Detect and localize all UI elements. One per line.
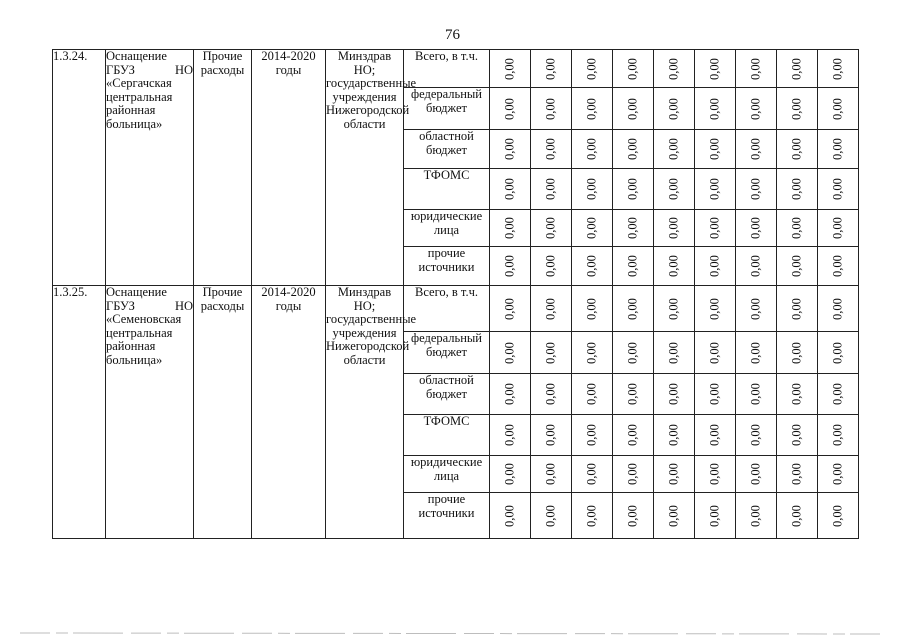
amount-cell xyxy=(736,374,777,415)
amount-value: 0,00 xyxy=(666,138,681,160)
amount-value: 0,00 xyxy=(584,504,599,527)
amount-cell xyxy=(613,247,654,286)
amount-cell xyxy=(613,286,654,332)
amount-value: 0,00 xyxy=(625,424,640,446)
amount-cell xyxy=(654,415,695,456)
amount-cell xyxy=(695,415,736,456)
amount-value: 0,00 xyxy=(625,463,640,485)
amount-value: 0,00 xyxy=(707,57,722,80)
amount-cell xyxy=(613,415,654,456)
amount-cell xyxy=(531,456,572,493)
amount-cell xyxy=(531,210,572,247)
amount-cell xyxy=(531,130,572,169)
amount-value: 0,00 xyxy=(502,424,517,446)
amount-value: 0,00 xyxy=(625,217,640,239)
amount-value: 0,00 xyxy=(584,57,599,80)
amount-cell xyxy=(654,88,695,130)
item-name: Оснащение ГБУЗ НО «Сергачская центральная районная больница» xyxy=(106,50,194,286)
amount-cell xyxy=(654,286,695,332)
amount-value: 0,00 xyxy=(830,504,845,527)
amount-value: 0,00 xyxy=(502,504,517,527)
amount-value: 0,00 xyxy=(543,297,558,320)
amount-cell xyxy=(531,169,572,210)
amount-value: 0,00 xyxy=(707,178,722,200)
amount-cell xyxy=(736,286,777,332)
amount-value: 0,00 xyxy=(666,297,681,320)
amount-cell xyxy=(818,493,859,539)
amount-value: 0,00 xyxy=(543,463,558,485)
amount-value: 0,00 xyxy=(625,97,640,120)
amount-cell xyxy=(572,456,613,493)
amount-cell xyxy=(818,456,859,493)
amount-cell xyxy=(613,332,654,374)
amount-value: 0,00 xyxy=(502,138,517,160)
amount-cell xyxy=(736,493,777,539)
amount-value: 0,00 xyxy=(748,138,763,160)
amount-cell xyxy=(695,210,736,247)
funding-source: ТФОМС xyxy=(404,415,490,456)
amount-cell xyxy=(531,286,572,332)
amount-cell xyxy=(818,169,859,210)
amount-cell xyxy=(531,50,572,88)
amount-value: 0,00 xyxy=(830,341,845,364)
amount-value: 0,00 xyxy=(707,97,722,120)
amount-cell xyxy=(654,374,695,415)
funding-source: областной бюджет xyxy=(404,130,490,169)
funding-source: областной бюджет xyxy=(404,374,490,415)
amount-value: 0,00 xyxy=(625,504,640,527)
expense-type: Прочие расходы xyxy=(194,286,252,539)
amount-cell xyxy=(695,374,736,415)
amount-value: 0,00 xyxy=(789,383,804,405)
amount-value: 0,00 xyxy=(789,178,804,200)
amount-cell xyxy=(572,374,613,415)
amount-cell xyxy=(572,332,613,374)
amount-value: 0,00 xyxy=(666,217,681,239)
amount-cell xyxy=(736,130,777,169)
amount-cell xyxy=(490,493,531,539)
amount-cell xyxy=(572,50,613,88)
amount-cell xyxy=(490,130,531,169)
amount-value: 0,00 xyxy=(543,138,558,160)
expense-type: Прочие расходы xyxy=(194,50,252,286)
amount-cell xyxy=(572,415,613,456)
amount-value: 0,00 xyxy=(666,57,681,80)
amount-cell xyxy=(695,50,736,88)
amount-value: 0,00 xyxy=(748,341,763,364)
item-code: 1.3.24. xyxy=(53,50,106,286)
amount-value: 0,00 xyxy=(830,217,845,239)
amount-value: 0,00 xyxy=(789,504,804,527)
amount-value: 0,00 xyxy=(502,217,517,239)
amount-cell xyxy=(736,50,777,88)
amount-value: 0,00 xyxy=(584,424,599,446)
amount-cell xyxy=(695,130,736,169)
amount-value: 0,00 xyxy=(748,383,763,405)
amount-cell xyxy=(736,169,777,210)
funding-source: ТФОМС xyxy=(404,169,490,210)
funding-source: Всего, в т.ч. xyxy=(404,286,490,332)
amount-value: 0,00 xyxy=(707,463,722,485)
amount-value: 0,00 xyxy=(748,178,763,200)
amount-value: 0,00 xyxy=(748,504,763,527)
amount-cell xyxy=(736,332,777,374)
amount-value: 0,00 xyxy=(748,57,763,80)
amount-cell xyxy=(777,88,818,130)
amount-cell xyxy=(654,50,695,88)
amount-value: 0,00 xyxy=(584,383,599,405)
amount-cell xyxy=(736,247,777,286)
amount-cell xyxy=(818,374,859,415)
amount-cell xyxy=(777,415,818,456)
amount-cell xyxy=(572,493,613,539)
amount-value: 0,00 xyxy=(666,341,681,364)
amount-value: 0,00 xyxy=(625,297,640,320)
amount-value: 0,00 xyxy=(502,383,517,405)
amount-value: 0,00 xyxy=(543,97,558,120)
amount-cell xyxy=(490,286,531,332)
amount-cell xyxy=(654,169,695,210)
amount-value: 0,00 xyxy=(707,383,722,405)
amount-value: 0,00 xyxy=(830,178,845,200)
item-name: Оснащение ГБУЗ НО «Семеновская центральная районная больница» xyxy=(106,286,194,539)
amount-value: 0,00 xyxy=(584,297,599,320)
amount-cell xyxy=(777,286,818,332)
amount-value: 0,00 xyxy=(666,504,681,527)
period: 2014-2020 годы xyxy=(252,50,326,286)
amount-cell xyxy=(613,50,654,88)
amount-value: 0,00 xyxy=(830,138,845,160)
amount-cell xyxy=(572,88,613,130)
funding-source: юридические лица xyxy=(404,456,490,493)
amount-value: 0,00 xyxy=(543,504,558,527)
amount-cell xyxy=(736,210,777,247)
amount-cell xyxy=(818,210,859,247)
amount-value: 0,00 xyxy=(584,178,599,200)
amount-cell xyxy=(613,456,654,493)
amount-cell xyxy=(818,332,859,374)
amount-cell xyxy=(613,88,654,130)
amount-cell xyxy=(777,210,818,247)
amount-cell xyxy=(695,286,736,332)
amount-value: 0,00 xyxy=(789,297,804,320)
amount-value: 0,00 xyxy=(789,57,804,80)
amount-value: 0,00 xyxy=(830,255,845,277)
amount-cell xyxy=(490,50,531,88)
amount-cell xyxy=(531,332,572,374)
amount-cell xyxy=(531,247,572,286)
amount-cell xyxy=(490,210,531,247)
amount-cell xyxy=(777,50,818,88)
amount-value: 0,00 xyxy=(543,178,558,200)
amount-cell xyxy=(777,169,818,210)
amount-cell xyxy=(613,130,654,169)
amount-value: 0,00 xyxy=(707,504,722,527)
amount-cell xyxy=(777,332,818,374)
amount-cell xyxy=(572,130,613,169)
amount-value: 0,00 xyxy=(789,217,804,239)
amount-cell xyxy=(818,88,859,130)
amount-cell xyxy=(695,247,736,286)
amount-value: 0,00 xyxy=(830,424,845,446)
amount-value: 0,00 xyxy=(789,97,804,120)
amount-cell xyxy=(613,210,654,247)
amount-value: 0,00 xyxy=(502,255,517,277)
period: 2014-2020 годы xyxy=(252,286,326,539)
amount-value: 0,00 xyxy=(666,424,681,446)
amount-cell xyxy=(777,374,818,415)
amount-value: 0,00 xyxy=(625,138,640,160)
amount-value: 0,00 xyxy=(543,341,558,364)
amount-value: 0,00 xyxy=(584,217,599,239)
amount-value: 0,00 xyxy=(748,424,763,446)
amount-cell xyxy=(490,88,531,130)
amount-cell xyxy=(572,247,613,286)
amount-cell xyxy=(777,130,818,169)
amount-cell xyxy=(736,456,777,493)
amount-value: 0,00 xyxy=(748,297,763,320)
amount-value: 0,00 xyxy=(625,178,640,200)
amount-value: 0,00 xyxy=(584,255,599,277)
page-number: 76 xyxy=(445,27,460,43)
executor: Минздрав НО; государственные учреждения Нижегородской области xyxy=(326,50,404,286)
amount-cell xyxy=(695,456,736,493)
amount-value: 0,00 xyxy=(707,424,722,446)
amount-value: 0,00 xyxy=(789,424,804,446)
amount-cell xyxy=(818,415,859,456)
amount-cell xyxy=(736,88,777,130)
amount-value: 0,00 xyxy=(543,383,558,405)
amount-value: 0,00 xyxy=(666,97,681,120)
amount-cell xyxy=(695,169,736,210)
budget-table xyxy=(52,49,859,539)
amount-cell xyxy=(695,493,736,539)
amount-cell xyxy=(654,210,695,247)
amount-cell xyxy=(531,415,572,456)
amount-cell xyxy=(654,493,695,539)
amount-value: 0,00 xyxy=(502,97,517,120)
amount-cell xyxy=(818,50,859,88)
amount-cell xyxy=(777,493,818,539)
amount-cell xyxy=(490,332,531,374)
table-row xyxy=(53,286,859,332)
item-code: 1.3.25. xyxy=(53,286,106,539)
amount-value: 0,00 xyxy=(502,178,517,200)
amount-cell xyxy=(572,286,613,332)
amount-value: 0,00 xyxy=(666,383,681,405)
amount-value: 0,00 xyxy=(625,341,640,364)
amount-value: 0,00 xyxy=(543,57,558,80)
amount-cell xyxy=(818,130,859,169)
executor: Минздрав НО; государственные учреждения Нижегородской области xyxy=(326,286,404,539)
amount-value: 0,00 xyxy=(666,255,681,277)
amount-value: 0,00 xyxy=(666,178,681,200)
amount-value: 0,00 xyxy=(748,255,763,277)
amount-value: 0,00 xyxy=(543,424,558,446)
funding-source: федеральный бюджет xyxy=(404,88,490,130)
amount-value: 0,00 xyxy=(707,217,722,239)
amount-value: 0,00 xyxy=(502,297,517,320)
amount-cell xyxy=(490,169,531,210)
amount-cell xyxy=(572,169,613,210)
amount-value: 0,00 xyxy=(543,255,558,277)
amount-value: 0,00 xyxy=(502,57,517,80)
amount-value: 0,00 xyxy=(666,463,681,485)
amount-cell xyxy=(490,374,531,415)
amount-cell xyxy=(613,374,654,415)
amount-cell xyxy=(531,493,572,539)
amount-cell xyxy=(531,88,572,130)
amount-value: 0,00 xyxy=(707,341,722,364)
amount-cell xyxy=(490,456,531,493)
amount-cell xyxy=(736,415,777,456)
amount-cell xyxy=(777,247,818,286)
amount-value: 0,00 xyxy=(830,463,845,485)
amount-value: 0,00 xyxy=(707,255,722,277)
amount-cell xyxy=(613,169,654,210)
amount-value: 0,00 xyxy=(502,463,517,485)
amount-value: 0,00 xyxy=(707,297,722,320)
funding-source: прочие источники xyxy=(404,493,490,539)
amount-cell xyxy=(490,415,531,456)
amount-value: 0,00 xyxy=(830,57,845,80)
amount-value: 0,00 xyxy=(748,217,763,239)
amount-value: 0,00 xyxy=(707,138,722,160)
amount-value: 0,00 xyxy=(584,341,599,364)
amount-cell xyxy=(654,456,695,493)
amount-cell xyxy=(654,247,695,286)
amount-cell xyxy=(695,332,736,374)
amount-value: 0,00 xyxy=(584,97,599,120)
amount-value: 0,00 xyxy=(830,97,845,120)
funding-source: федеральный бюджет xyxy=(404,332,490,374)
amount-cell xyxy=(572,210,613,247)
amount-cell xyxy=(695,88,736,130)
amount-value: 0,00 xyxy=(789,463,804,485)
amount-value: 0,00 xyxy=(789,138,804,160)
amount-cell xyxy=(777,456,818,493)
amount-value: 0,00 xyxy=(584,463,599,485)
amount-value: 0,00 xyxy=(502,341,517,364)
table-row xyxy=(53,50,859,88)
amount-value: 0,00 xyxy=(748,463,763,485)
scan-artifact-line xyxy=(0,629,905,637)
table-body xyxy=(53,50,859,539)
amount-value: 0,00 xyxy=(830,383,845,405)
amount-cell xyxy=(654,130,695,169)
funding-source: прочие источники xyxy=(404,247,490,286)
amount-value: 0,00 xyxy=(830,297,845,320)
amount-value: 0,00 xyxy=(625,57,640,80)
amount-value: 0,00 xyxy=(584,138,599,160)
amount-cell xyxy=(654,332,695,374)
funding-source: Всего, в т.ч. xyxy=(404,50,490,88)
funding-source: юридические лица xyxy=(404,210,490,247)
amount-value: 0,00 xyxy=(543,217,558,239)
amount-cell xyxy=(818,247,859,286)
amount-cell xyxy=(818,286,859,332)
amount-value: 0,00 xyxy=(789,341,804,364)
amount-value: 0,00 xyxy=(625,383,640,405)
amount-cell xyxy=(490,247,531,286)
amount-value: 0,00 xyxy=(748,97,763,120)
amount-cell xyxy=(531,374,572,415)
amount-cell xyxy=(613,493,654,539)
amount-value: 0,00 xyxy=(625,255,640,277)
amount-value: 0,00 xyxy=(789,255,804,277)
